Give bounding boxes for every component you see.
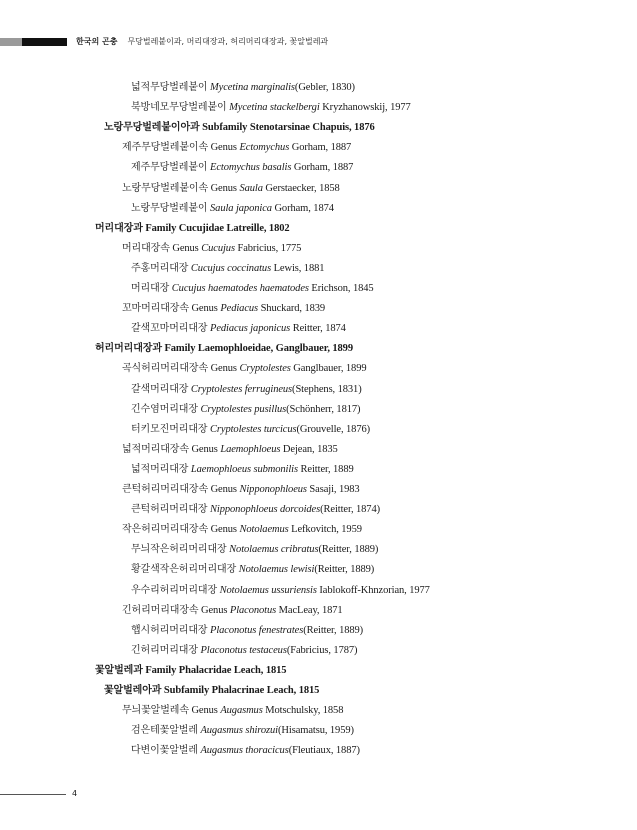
korean-name: 긴허리머리대장 — [131, 644, 198, 656]
author-year: Stenotarsinae Chapuis, 1876 — [249, 122, 375, 134]
author-year: (Stephens, 1831) — [292, 383, 362, 395]
family-entry — [95, 342, 353, 356]
scientific-name: Saula — [239, 182, 263, 194]
species-entry — [131, 403, 360, 417]
korean-name: 곡식허리머리대장속 — [122, 363, 209, 375]
author-year: MacLeay, 1871 — [278, 604, 343, 616]
korean-name: 다변이꽃알벌레 — [131, 745, 198, 757]
genus-entry — [122, 141, 351, 155]
author-year: Lewis, 1881 — [273, 262, 325, 274]
chapter-subtitle: 무당벌레붙이과, 머리대장과, 허리머리대장과, 꽃알벌레과 — [127, 37, 329, 46]
header-gray-bar — [0, 38, 22, 46]
scientific-name: Placonotus fenestrates — [210, 624, 304, 636]
species-entry — [131, 463, 354, 477]
genus-entry — [122, 604, 343, 618]
scientific-name: Mycetina stackelbergi — [229, 102, 320, 114]
korean-name: 넓적무당벌레붙이 — [131, 82, 208, 93]
author-year: Reitter, 1874 — [292, 323, 346, 335]
taxon-rank: Subfamily — [163, 685, 210, 696]
korean-name: 넓적머리대장속 — [122, 443, 189, 455]
scientific-name: Nipponophloeus dorcoides — [210, 504, 321, 516]
korean-name: 갈색머리대장 — [131, 383, 189, 395]
genus-entry — [122, 704, 343, 718]
scientific-name: Placonotus testaceus — [200, 644, 287, 656]
korean-name: 무늬꽃알벌레속 — [122, 705, 189, 717]
author-year: Reitter, 1889 — [300, 463, 354, 475]
species-entry — [131, 423, 370, 437]
taxon-rank: Genus — [210, 484, 237, 495]
author-year: (Reitter, 1889) — [303, 624, 364, 636]
scientific-name: Cryptolestes turcicus — [210, 423, 297, 435]
species-entry — [131, 81, 355, 95]
scientific-name: Cryptolestes — [239, 363, 291, 375]
species-entry — [131, 322, 346, 336]
page-number: 4 — [72, 789, 78, 798]
species-entry — [131, 202, 334, 216]
taxon-rank: Genus — [191, 705, 218, 717]
author-year: (Gebler, 1830) — [294, 82, 355, 93]
korean-name: 큰턱허리머리대장 — [131, 504, 208, 516]
korean-name: 북방네모무당벌레붙이 — [131, 102, 227, 114]
scientific-name: Notolaemus lewisi — [238, 564, 315, 576]
species-entry — [131, 584, 430, 598]
korean-name: 허리머리대장과 — [95, 343, 162, 355]
header-black-bar — [22, 38, 67, 46]
scientific-name: Augasmus shirozui — [200, 725, 279, 737]
scientific-name: Cryptolestes ferrugineus — [190, 383, 293, 395]
scientific-name: Augasmus thoracicus — [200, 745, 289, 757]
scientific-name: Pediacus japonicus — [210, 323, 291, 335]
species-entry — [131, 563, 374, 577]
scientific-name: Saula japonica — [210, 202, 272, 214]
scientific-name: Placonotus — [229, 604, 277, 616]
species-entry — [131, 724, 354, 738]
family-entry — [95, 222, 290, 236]
genus-entry — [122, 443, 338, 457]
author-year: Gorham, 1887 — [291, 142, 352, 154]
taxon-rank: Family — [145, 664, 177, 676]
scientific-name: Cryptolestes pusillus — [200, 403, 287, 415]
author-year: Gorham, 1887 — [293, 162, 354, 174]
author-year: (Reitter, 1889) — [314, 564, 375, 576]
author-year: Motschulsky, 1858 — [265, 705, 344, 717]
scientific-name: Cucujus haematodes haematodes — [171, 283, 309, 294]
korean-name: 노랑무당벌레붙이 — [131, 202, 208, 214]
korean-name: 햅시허리머리대장 — [131, 624, 208, 636]
scientific-name: Mycetina marginalis — [210, 82, 295, 93]
taxon-rank: Genus — [191, 443, 218, 455]
korean-name: 긴수염머리대장 — [131, 403, 198, 415]
species-entry — [131, 161, 353, 175]
family-entry — [95, 664, 286, 678]
taxon-rank: Family — [145, 222, 177, 234]
korean-name: 우수리허리머리대장 — [131, 584, 218, 596]
scientific-name: Notolaemus — [239, 524, 289, 536]
korean-name: 머리대장과 — [95, 222, 143, 234]
author-year: Shuckard, 1839 — [260, 303, 326, 315]
footer-rule — [0, 794, 66, 795]
korean-name: 무늬작은허리머리대장 — [131, 544, 227, 556]
species-entry — [131, 383, 362, 397]
taxon-rank: Family — [164, 343, 196, 355]
author-year: Laemophloeidae, Ganglbauer, 1899 — [197, 343, 353, 355]
author-year: Dejean, 1835 — [282, 443, 338, 455]
korean-name: 긴허리머리대장속 — [122, 604, 199, 616]
korean-name: 노랑무당벌레붙이속 — [122, 182, 209, 194]
author-year: Gerstaecker, 1858 — [265, 182, 340, 194]
korean-name: 노랑무당벌레붙이아과 — [104, 122, 200, 134]
species-entry — [131, 282, 374, 296]
korean-name: 제주무당벌레붙이 — [131, 162, 208, 174]
korean-name: 검은테꽃알벌레 — [131, 725, 198, 737]
taxon-rank: Genus — [210, 142, 237, 154]
author-year: Erichson, 1845 — [311, 283, 374, 294]
author-year: (Fabricius, 1787) — [286, 644, 358, 656]
korean-name: 꽃알벌레아과 — [104, 685, 162, 696]
species-entry — [131, 644, 357, 658]
taxon-rank: Genus — [201, 604, 228, 616]
header-text — [76, 36, 328, 48]
author-year: (Fleutiaux, 1887) — [288, 745, 360, 757]
taxon-rank: Genus — [191, 303, 218, 315]
scientific-name: Pediacus — [220, 303, 259, 315]
author-year: Iablokoff-Khnzorian, 1977 — [319, 584, 430, 596]
scientific-name: Augasmus — [220, 705, 263, 717]
author-year: Gorham, 1874 — [274, 202, 334, 214]
subfamily-entry — [104, 121, 375, 135]
species-entry — [131, 624, 363, 638]
korean-name: 꼬마머리대장속 — [122, 303, 189, 315]
korean-name: 갈색꼬마머리대장 — [131, 323, 208, 335]
species-entry — [131, 503, 380, 517]
author-year: Fabricius, 1775 — [237, 242, 302, 254]
author-year: Phalacridae Leach, 1815 — [178, 664, 287, 676]
korean-name: 터키모진머리대장 — [131, 423, 208, 435]
author-year: Kryzhanowskij, 1977 — [322, 102, 411, 114]
scientific-name: Notolaemus cribratus — [229, 544, 319, 556]
author-year: (Grouvelle, 1876) — [296, 423, 371, 435]
korean-name: 큰턱허리머리대장속 — [122, 484, 209, 495]
korean-name: 넓적머리대장 — [131, 463, 189, 475]
korean-name: 황갈색작은허리머리대장 — [131, 564, 237, 576]
author-year: Cucujidae Latreille, 1802 — [178, 222, 290, 234]
subfamily-entry — [104, 684, 319, 698]
author-year: (Reitter, 1889) — [318, 544, 379, 556]
author-year: (Reitter, 1874) — [320, 504, 381, 516]
scientific-name: Cucujus — [201, 242, 235, 254]
korean-name: 작은허리머리대장속 — [122, 524, 209, 536]
author-year: Ganglbauer, 1899 — [293, 363, 367, 375]
author-year: Sasaji, 1983 — [309, 484, 360, 495]
author-year: (Schönherr, 1817) — [286, 403, 361, 415]
taxon-rank: Genus — [210, 524, 237, 536]
scientific-name: Cucujus coccinatus — [190, 262, 272, 274]
scientific-name: Laemophloeus submonilis — [190, 463, 298, 475]
author-year: (Hisamatsu, 1959) — [278, 725, 354, 737]
taxon-rank: Subfamily — [202, 122, 248, 134]
korean-name: 꽃알벌레과 — [95, 664, 143, 676]
korean-name: 주홍머리대장 — [131, 262, 189, 274]
korean-name: 머리대장속 — [122, 242, 170, 254]
taxon-rank: Genus — [210, 363, 237, 375]
scientific-name: Nipponophloeus — [239, 484, 307, 495]
korean-name: 머리대장 — [131, 283, 170, 294]
taxon-rank: Genus — [210, 182, 237, 194]
genus-entry — [122, 362, 367, 376]
genus-entry — [122, 302, 325, 316]
scientific-name: Ectomychus — [239, 142, 290, 154]
korean-name: 제주무당벌레붙이속 — [122, 142, 209, 154]
genus-entry — [122, 483, 360, 497]
species-entry — [131, 262, 324, 276]
book-title: 한국의 곤충 — [76, 37, 118, 46]
genus-entry — [122, 182, 340, 196]
author-year: Lefkovitch, 1959 — [291, 524, 362, 536]
taxon-rank: Genus — [172, 242, 199, 254]
author-year: Phalacrinae Leach, 1815 — [211, 685, 320, 696]
scientific-name: Ectomychus basalis — [210, 162, 292, 174]
genus-entry — [122, 242, 301, 256]
scientific-name: Notolaemus ussuriensis — [219, 584, 317, 596]
species-entry — [131, 744, 360, 758]
species-entry — [131, 543, 378, 557]
genus-entry — [122, 523, 362, 537]
species-entry — [131, 101, 411, 115]
scientific-name: Laemophloeus — [220, 443, 281, 455]
running-header — [0, 36, 637, 48]
